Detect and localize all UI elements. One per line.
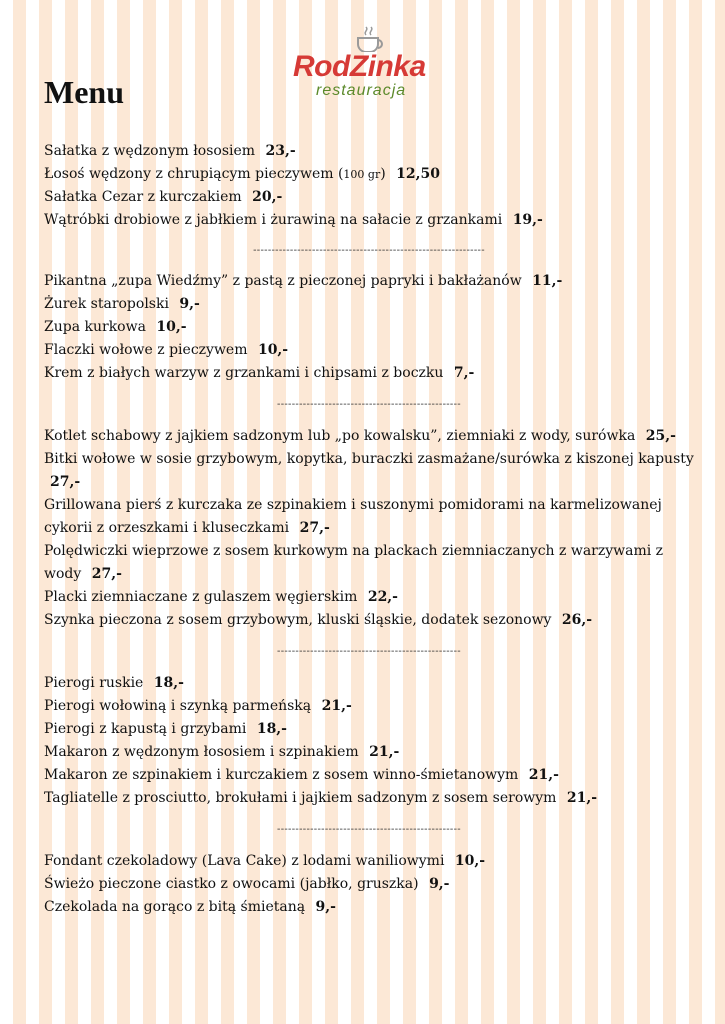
menu-item-name: Makaron z wędzonym łososiem i szpinakiem [44, 744, 359, 760]
menu-item [44, 586, 694, 609]
menu-item-price: 23,- [265, 143, 296, 159]
menu-item-name: Pierogi z kapustą i grzybami [44, 721, 247, 737]
menu-item [44, 362, 694, 385]
menu-item-price: 26,- [561, 612, 593, 628]
menu-item-price: 10,- [257, 342, 289, 358]
menu-item-price: 25,- [645, 428, 676, 444]
menu-item-name: Kotlet schabowy z jajkiem sadzonym lub „po kowalsku”, ziemniaki z wody, surówka [44, 428, 636, 444]
menu-item [44, 316, 694, 339]
menu-item [44, 209, 694, 232]
menu-title: Menu [44, 74, 124, 110]
menu-item-price: 20,- [252, 189, 283, 205]
menu-item-price: 21,- [321, 698, 352, 714]
menu-item-price: 9,- [429, 876, 450, 892]
menu-item-name: Tagliatelle z prosciutto, brokułami i jajkiem sadzonym z sosem serowym [44, 790, 557, 806]
menu-item [44, 718, 694, 741]
menu-item [44, 339, 694, 362]
menu-item-price: 10,- [454, 853, 486, 869]
menu-item-name: Żurek staropolski [44, 296, 169, 312]
menu-item [44, 787, 694, 810]
menu-item-name: Placki ziemniaczane z gulaszem węgierskim [44, 589, 358, 605]
menu-item-note: 100 gr [343, 168, 381, 181]
menu-item-name: Flaczki wołowe z pieczywem [44, 342, 248, 358]
menu-item-name: Pikantna „zupa Wiedźmy” z pastą z pieczonej papryki i bakłażanów [44, 273, 522, 289]
menu-item-name: Krem z białych warzyw z grzankami i chipsami z boczku [44, 365, 444, 381]
section-divider: -------------------------------------------------- [277, 824, 461, 835]
menu-item [44, 270, 694, 293]
menu-item-name: Wątróbki drobiowe z jabłkiem i żurawiną na sałacie z grzankami [44, 212, 503, 228]
menu-item [44, 293, 694, 316]
menu-item-price: 9,- [179, 296, 200, 312]
menu-item [44, 425, 694, 448]
menu-item-price: 19,- [512, 212, 543, 228]
menu-item [44, 850, 694, 873]
menu-item [44, 494, 694, 540]
menu-item [44, 873, 694, 896]
menu-item-price: 12,50 [396, 166, 440, 182]
section-divider: -------------------------------------------------- [277, 646, 461, 657]
menu-item-name: Bitki wołowe w sosie grzybowym, kopytka, buraczki zasmażane/surówka z kiszonej kapusty [44, 451, 694, 467]
menu-item-price: 27,- [299, 520, 330, 536]
menu-item [44, 896, 694, 919]
menu-item-name-end: ) [380, 166, 386, 182]
menu-item-price: 21,- [528, 767, 559, 783]
menu-item-name: Fondant czekoladowy (Lava Cake) z lodami waniliowymi [44, 853, 445, 869]
menu-item-price: 10,- [156, 319, 187, 335]
menu-item-price: 21,- [566, 790, 598, 806]
menu-item-name: Sałatka Cezar z kurczakiem [44, 189, 242, 205]
section-divider: --------------------------------------------------------------- [253, 245, 485, 256]
menu-item-price: 27,- [91, 566, 122, 582]
restaurant-logo [290, 24, 440, 104]
menu-item-price: 9,- [315, 899, 336, 915]
menu-item-name: Pierogi ruskie [44, 675, 144, 691]
menu-item [44, 764, 694, 787]
menu-item-price: 18,- [153, 675, 184, 691]
menu-item-name: Świeżo pieczone ciastko z owocami (jabłko, gruszka) [44, 876, 419, 892]
menu-item [44, 741, 694, 764]
menu-item-name: Polędwiczki wieprzowe z sosem kurkowym na plackach ziemniaczanych z warzywami z wody [44, 543, 664, 582]
menu-item [44, 140, 694, 163]
menu-item-price: 18,- [256, 721, 287, 737]
menu-list [44, 140, 694, 919]
menu-item [44, 163, 694, 186]
menu-item-price: 27,- [50, 474, 81, 490]
menu-item [44, 672, 694, 695]
logo-name: RodZinka [293, 50, 426, 83]
menu-item [44, 186, 694, 209]
menu-item-name: Łosoś wędzony z chrupiącym pieczywem ( [44, 166, 344, 182]
menu-item-name: Makaron ze szpinakiem i kurczakiem z sosem winno-śmietanowym [44, 767, 519, 783]
menu-item-price: 7,- [453, 365, 475, 381]
menu-item-price: 11,- [532, 273, 563, 289]
menu-item [44, 609, 694, 632]
menu-item-name: Zupa kurkowa [44, 319, 146, 335]
menu-item-name: Sałatka z wędzonym łososiem [44, 143, 256, 159]
menu-item-name: Pierogi wołowiną i szynką parmeńską [44, 698, 312, 714]
menu-item [44, 540, 694, 586]
menu-item [44, 448, 694, 494]
menu-item-price: 21,- [369, 744, 400, 760]
logo-subtitle: restauracja [316, 82, 407, 99]
menu-item-name: Szynka pieczona z sosem grzybowym, kluski śląskie, dodatek sezonowy [44, 612, 552, 628]
menu-item [44, 695, 694, 718]
menu-item-price: 22,- [367, 589, 398, 605]
menu-item-name: Czekolada na gorąco z bitą śmietaną [44, 899, 306, 915]
section-divider: -------------------------------------------------- [277, 399, 461, 410]
coffee-cup-icon [354, 26, 388, 52]
menu-item-name: Grillowana pierś z kurczaka ze szpinakiem i suszonymi pomidorami na karmelizowanej cykorii z orzeszkami i kluseczkami [44, 497, 662, 536]
